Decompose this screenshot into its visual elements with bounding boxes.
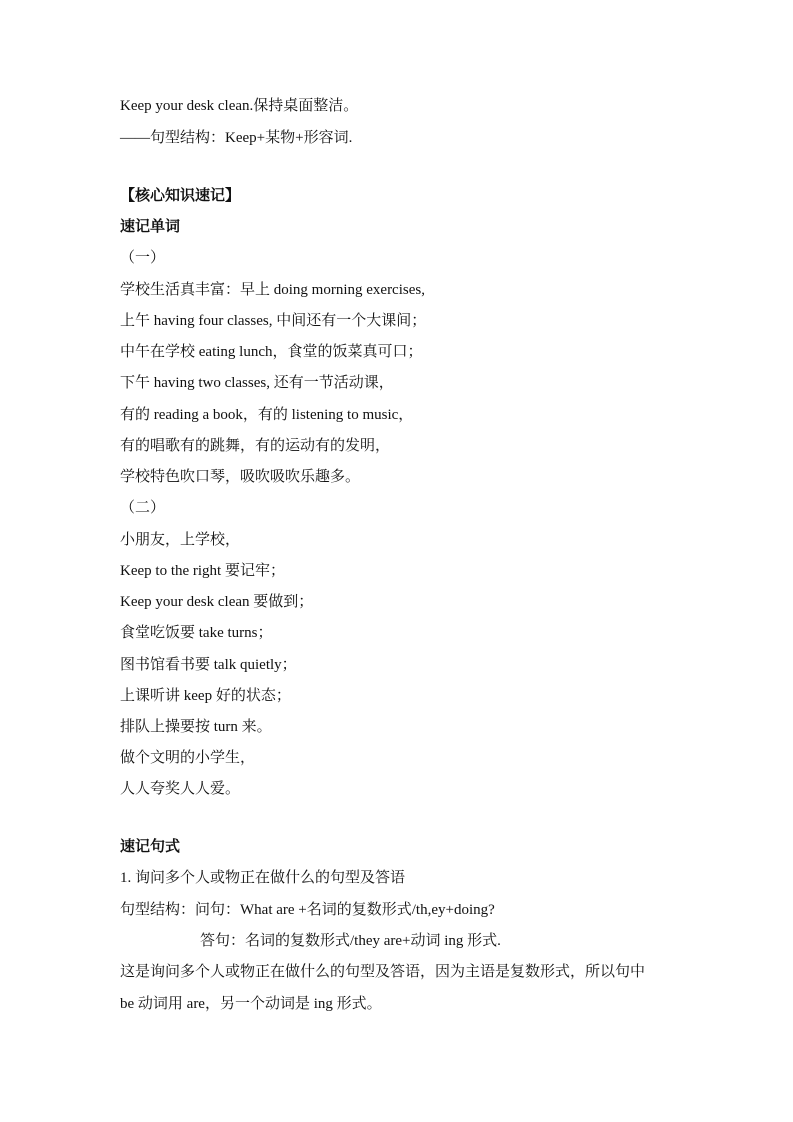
part2-line: 小朋友，上学校，	[120, 532, 241, 548]
part2-line: 排队上操要按 turn 来。	[120, 719, 272, 735]
part2-line: 人人夸奖人人爱。	[120, 781, 241, 797]
part2-line: 食堂吃饭要 take turns；	[120, 625, 273, 641]
vocab-heading: 速记单词	[120, 219, 181, 235]
explanation-line: be 动词用 are，另一个动词是 ing 形式。	[120, 996, 382, 1012]
intro-line-2: ——句型结构：Keep+某物+形容词.	[120, 130, 353, 146]
structure-answer: 答句：名词的复数形式/they are+动词 ing 形式.	[200, 933, 501, 949]
part1-line: 学校特色吹口琴，吸吹吸吹乐趣多。	[120, 469, 361, 485]
part2-line: Keep to the right 要记牢；	[120, 563, 285, 579]
part2-line: 图书馆看书要 talk quietly；	[120, 657, 297, 673]
part1-line: 中午在学校 eating lunch，食堂的饭菜真可口；	[120, 344, 423, 360]
section-heading: 【核心知识速记】	[120, 188, 241, 204]
explanation-line: 这是询问多个人或物正在做什么的句型及答语，因为主语是复数形式，所以句中	[120, 964, 646, 980]
part2-label: （二）	[120, 500, 166, 516]
intro-line-1: Keep your desk clean.保持桌面整洁。	[120, 98, 359, 114]
sentence-heading: 速记句式	[120, 839, 181, 855]
part1-label: （一）	[120, 250, 166, 266]
part2-line: 做个文明的小学生，	[120, 750, 256, 766]
structure-question: 句型结构：问句：What are +名词的复数形式/th,ey+doing?	[120, 902, 495, 918]
part1-line: 上午 having four classes, 中间还有一个大课间；	[120, 313, 427, 329]
part1-line: 有的 reading a book，有的 listening to music，	[120, 407, 414, 423]
part2-line: Keep your desk clean 要做到；	[120, 594, 314, 610]
part1-line: 有的唱歌有的跳舞，有的运动有的发明，	[120, 438, 391, 454]
part2-line: 上课听讲 keep 好的状态；	[120, 688, 291, 704]
part1-line: 下午 having two classes, 还有一节活动课，	[120, 375, 394, 391]
item1-title: 1. 询问多个人或物正在做什么的句型及答语	[120, 870, 406, 886]
part1-line: 学校生活真丰富：早上 doing morning exercises,	[120, 282, 425, 298]
